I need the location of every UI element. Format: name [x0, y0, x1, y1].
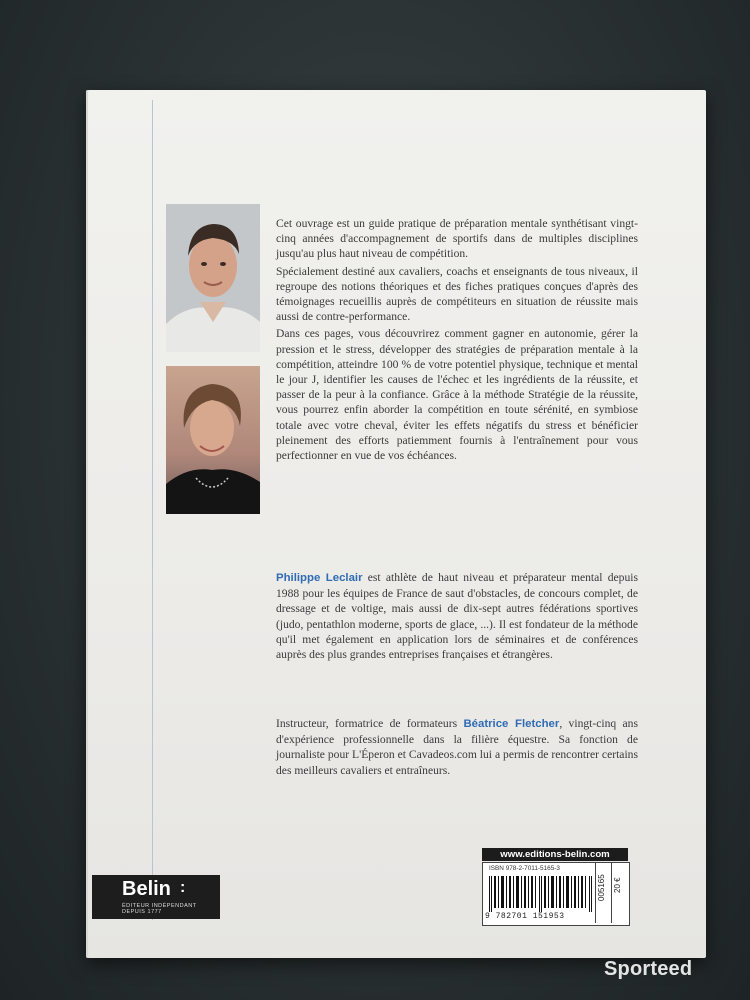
publisher-name: Belin: [122, 878, 171, 900]
publisher-logo: Belin : ÉDITEUR INDÉPENDANT DEPUIS 1777: [92, 875, 220, 919]
publisher-tagline-2: DEPUIS 1777: [122, 909, 162, 915]
author-photo-man: [166, 204, 260, 352]
book-back-cover: [86, 90, 706, 958]
barcode-digits: 9 782701 151953: [485, 912, 565, 921]
author-bio-text: est athlète de haut niveau et préparateur mental depuis 1988 pour les équipes de France de saut d'obstacles, de concours complet, de dressage et de voltige, mais aussi de dix-sept autres fédérations sportives (judo, pentathlon moderne, sports de glace, ...). Il est fondateur de la méthode qu'il met également en application lors de séminaires et de conférences auprès des plus grandes entreprises françaises et étrangères.: [276, 571, 638, 662]
cover-rule-line: [152, 100, 153, 920]
book-description: [276, 216, 638, 465]
author-bio-text: , vingt-cinq ans d'expérience professionnelle dans la filière équestre. Sa fonction de journaliste pour L'Éperon et Cavadeos.com lui a permis de rencontrer certains des meilleurs cavaliers et entraîneurs.: [276, 717, 638, 777]
author-bio-philippe: [276, 570, 638, 664]
publisher-website: www.editions-belin.com: [482, 848, 628, 861]
author-bio-beatrice: [276, 716, 638, 780]
publisher-tagline-1: ÉDITEUR INDÉPENDANT: [122, 903, 197, 909]
author-bio-prefix: Instructeur, formatrice de formateurs: [276, 717, 464, 730]
isbn-text: ISBN 978-2-7011-5165-3: [489, 865, 560, 872]
description-paragraph-3: Dans ces pages, vous découvrirez comment gagner en autonomie, gérer la pression et le stress, développer des stratégies de préparation mentale à la compétition, atteindre 100 % de votre potentiel physique, technique et mental le jour J, identifier les causes de l'échec et les ingrédients de la réussite, et passer de la peur à la confiance. Grâce à la méthode Stratégie de la réussite, vous pourrez enfin aborder la compétition en toute sérénité, en symbiose totale avec votre cheval, éviter les effets négatifs du stress et bénéficier pleinement des efforts patiemment fournis à l'entraînement pour vous perfectionner en vue de vos échéances.: [276, 327, 638, 463]
description-paragraph-2: Spécialement destiné aux cavaliers, coachs et enseignants de tous niveaux, il regroupe des notions théoriques et des fiches pratiques conçues d'après des témoignages recueillis auprès de compétiteurs en situation de réussite mais aussi de contre-performance.: [276, 264, 638, 324]
product-code: 005165: [597, 874, 606, 901]
author-photo-woman: [166, 366, 260, 514]
author-name-beatrice: Béatrice Fletcher: [463, 718, 560, 730]
description-paragraph-1: Cet ouvrage est un guide pratique de préparation mentale synthétisant vingt-cinq années d'accompagnement de sportifs dans de multiples disciplines jusqu'au plus haut niveau de compétition.: [276, 217, 638, 261]
man-portrait-icon: [166, 204, 260, 352]
publisher-tagline: [122, 903, 197, 915]
barcode-divider: [595, 863, 596, 923]
barcode-panel: [482, 862, 630, 926]
watermark-logo: Sporteed: [604, 958, 693, 980]
price-label: 20 €: [613, 877, 622, 893]
barcode-icon: [489, 876, 593, 912]
woman-portrait-icon: [166, 366, 260, 514]
author-name-philippe: Philippe Leclair: [276, 572, 363, 584]
barcode-divider: [611, 863, 612, 923]
